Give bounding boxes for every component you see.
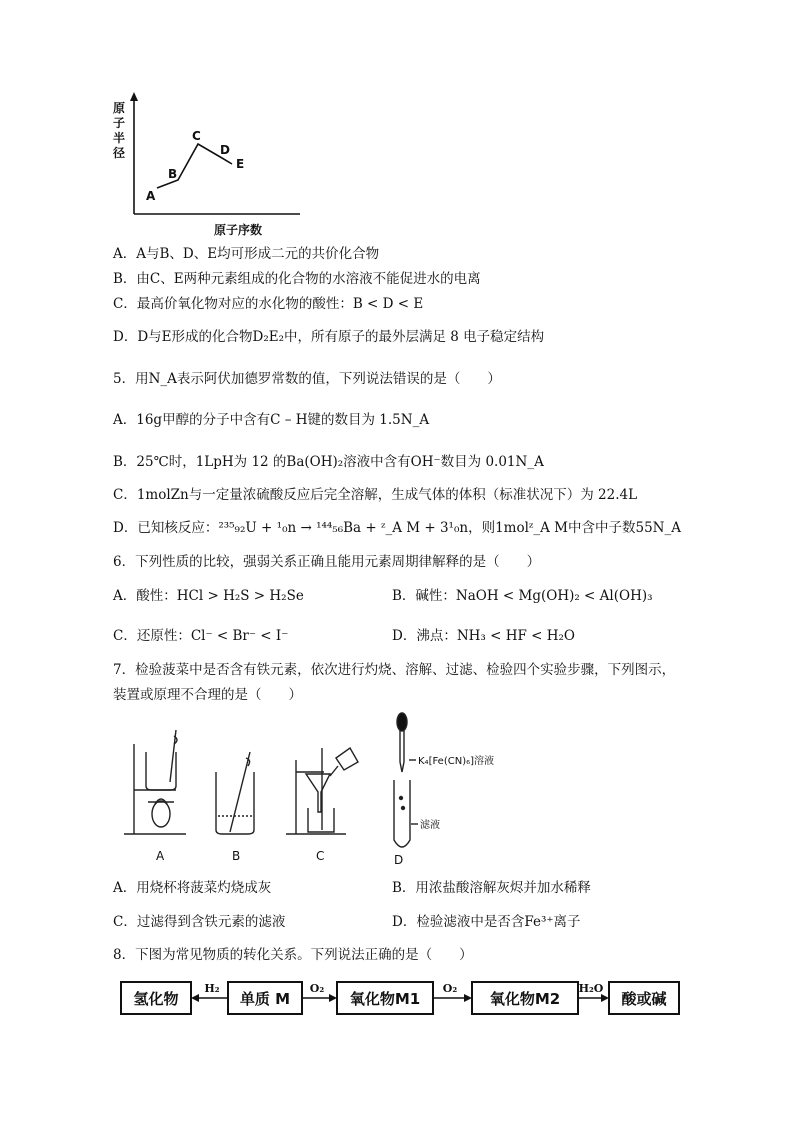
diagram-arrow-label: O₂ (309, 982, 325, 995)
graph-point-label: B (168, 167, 178, 181)
graph-ylabel-char: 半 (113, 131, 126, 145)
q7-stem-line1: 7．检验菠菜中是否含有铁元素，依次进行灼烧、溶解、过滤、检验四个实验步骤，下列图示， (113, 662, 676, 678)
diagram-box-label: 单质 M (239, 990, 291, 1008)
q4-option-a: A．A与B、D、E均可形成二元的共价化合物 (113, 246, 380, 262)
diagram-box-label: 氧化物M1 (349, 990, 421, 1008)
graph-xlabel: 原子序数 (214, 223, 263, 237)
q6-option-a: A．酸性：HCl > H₂S > H₂Se (113, 588, 304, 604)
graph-ylabel-char: 径 (113, 146, 126, 160)
q6-stem: 6．下列性质的比较，强弱关系正确且能用元素周期律解释的是（ ） (113, 554, 541, 570)
q4-option-b: B．由C、E两种元素组成的化合物的水溶液不能促进水的电离 (113, 271, 481, 287)
reagent-label: K₄[Fe(CN)₆]溶液 (418, 756, 495, 767)
filtrate-label: 滤液 (420, 820, 440, 831)
q6-option-c: C．还原性：Cl⁻ < Br⁻ < I⁻ (113, 628, 289, 644)
q7-option-a: A．用烧杯将菠菜灼烧成灰 (113, 880, 272, 896)
diagram-arrow-label: H₂ (204, 982, 220, 995)
figure-label: C (316, 849, 325, 863)
diagram-box-label: 氧化物M2 (489, 990, 561, 1008)
diagram-box-label: 氢化物 (133, 990, 179, 1008)
figure-label: B (232, 849, 241, 863)
q6-option-d: D．沸点：NH₃ < HF < H₂O (392, 628, 576, 644)
graph-ylabel-char: 子 (113, 116, 126, 130)
diagram-box-label: 酸或碱 (621, 990, 667, 1008)
q5-option-b: B．25℃时，1LpH为 12 的Ba(OH)₂溶液中含有OH⁻数目为 0.01N_A (113, 454, 544, 470)
q5-option-a: A．16g甲醇的分子中含有C – H键的数目为 1.5N_A (113, 412, 430, 428)
q8-conversion-diagram (118, 972, 684, 1022)
figure-label: A (156, 849, 165, 863)
q5-option-d: D．已知核反应：²³⁵₉₂U + ¹₀n → ¹⁴⁴₅₆Ba + ᶻ_A M + 3¹₀n，则1molᶻ_A M中含中子数55N_A (113, 520, 681, 536)
graph-ylabel-char: 原 (113, 101, 126, 115)
q7-stem-line2: 装置或原理不合理的是（ ） (113, 687, 302, 703)
q5-option-c: C．1molZn与一定量浓硫酸反应后完全溶解，生成气体的体积（标准状况下）为 22.4L (113, 487, 638, 503)
q4-option-c: C．最高价氧化物对应的水化物的酸性：B < D < E (113, 296, 424, 312)
graph-point-label: A (146, 189, 156, 203)
q7-apparatus-figure (118, 712, 518, 867)
diagram-arrow-label: O₂ (442, 982, 458, 995)
diagram-arrow-label: H₂O (578, 982, 604, 995)
q6-option-b: B．碱性：NaOH < Mg(OH)₂ < Al(OH)₃ (392, 588, 653, 604)
q7-option-b: B．用浓盐酸溶解灰烬并加水稀释 (392, 880, 591, 896)
atomic-radius-graph (110, 92, 330, 240)
graph-point-label: C (192, 129, 201, 143)
graph-point-label: D (220, 143, 230, 157)
q7-option-c: C．过滤得到含铁元素的滤液 (113, 914, 286, 930)
figure-label: D (394, 853, 404, 867)
graph-point-label: E (236, 157, 245, 171)
q5-stem: 5．用N_A表示阿伏加德罗常数的值，下列说法错误的是（ ） (113, 371, 501, 387)
q8-stem: 8．下图为常见物质的转化关系。下列说法正确的是（ ） (113, 947, 473, 963)
q7-option-d: D．检验滤液中是否含Fe³⁺离子 (392, 914, 581, 930)
q4-option-d: D．D与E形成的化合物D₂E₂中，所有原子的最外层满足 8 电子稳定结构 (113, 329, 545, 345)
